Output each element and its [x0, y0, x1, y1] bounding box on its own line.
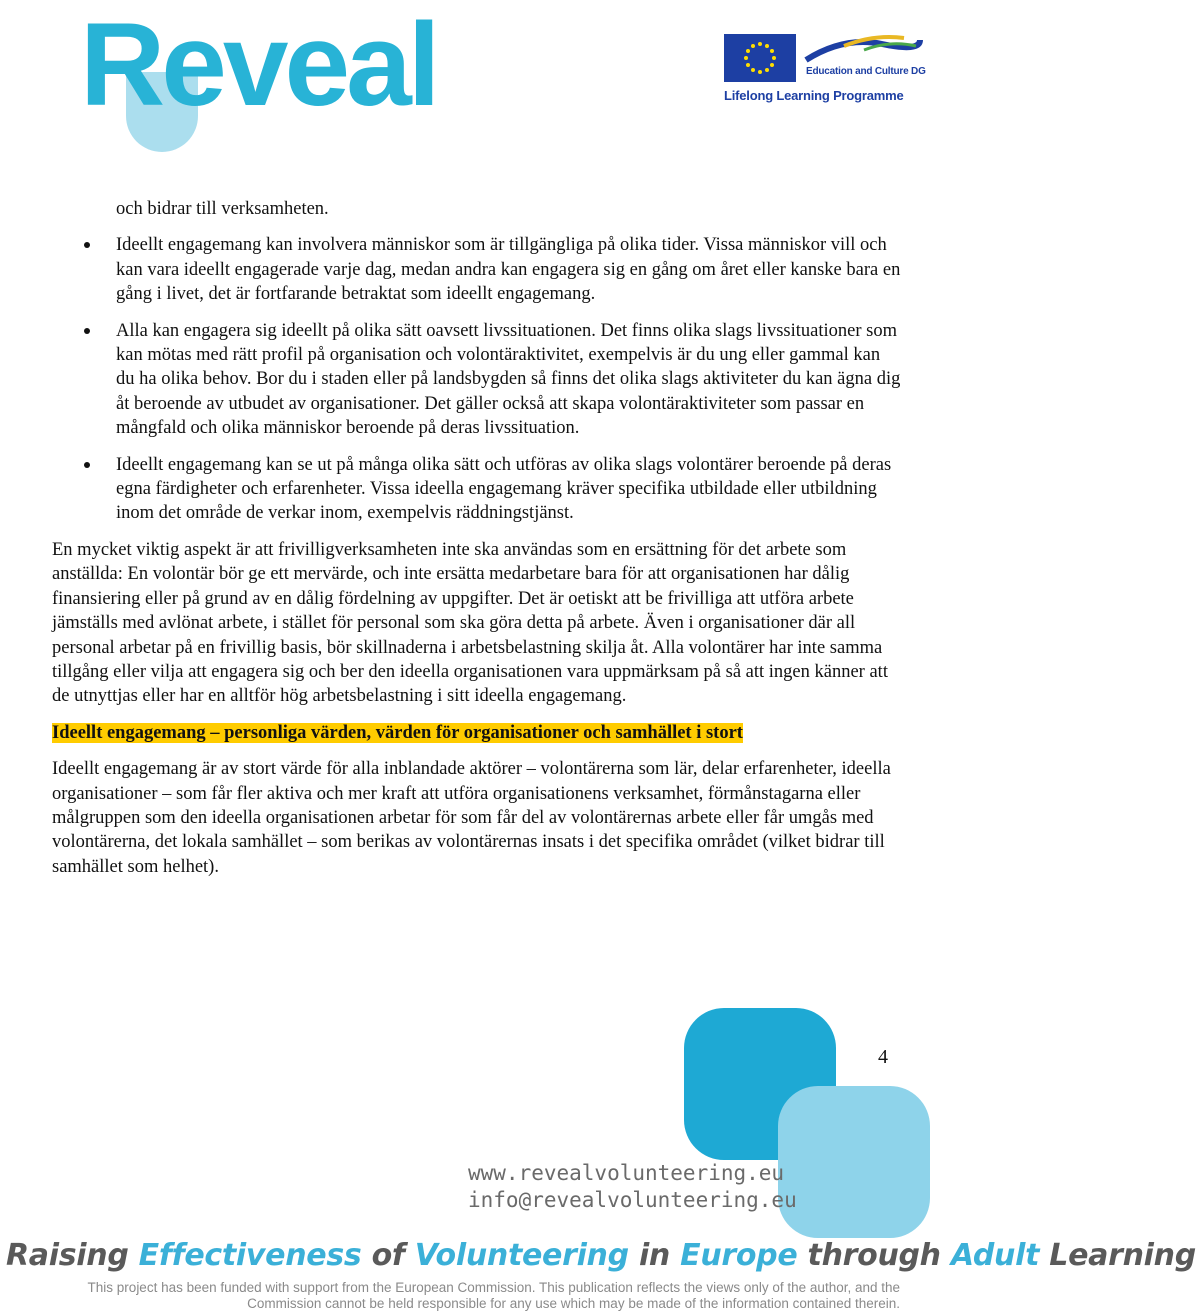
funding-disclaimer	[50, 1280, 900, 1312]
slogan-word: Raising	[6, 1238, 139, 1273]
logo-text: Reveal	[80, 0, 437, 131]
paragraph: En mycket viktig aspekt är att frivilligverksamheten inte ska användas som en ersättning för det arbete som anställda: En volontär bör ge ett mervärde, och inte ersätta medarbetare bara för att organisationen har dålig finansiering eller på grund av en dålig fördelning av uppgifter. Det är oetiskt att be frivilliga att utföra arbete jämställs med avlönat arbete, i stället för personal som ska göra detta på arbete. Även i organisationer där all personal arbetar på en frivillig basis, bör skillnaderna i arbetsbelastning skilja åt. Alla volontärer har inte samma tillgång eller vilja att engagera sig och ber den ideella organisationen vara uppmärksam på så att ingen känner att de utnyttjas eller har en alltför hög arbetsbelastning i sitt ideella engagemang.	[52, 539, 888, 707]
list-item	[52, 319, 902, 441]
bullet-icon	[84, 328, 90, 334]
disclaimer-line: This project has been funded with support from the European Commission. This publication reflects the views only of the author, and the	[87, 1280, 900, 1295]
email-link[interactable]: info@revealvolunteering.eu	[468, 1188, 797, 1212]
section-heading	[52, 721, 902, 745]
bullet-icon	[84, 242, 90, 248]
slogan-word: of	[371, 1238, 415, 1273]
bullet-icon	[84, 462, 90, 468]
slogan-word: through	[807, 1238, 951, 1273]
eu-dg-label: Education and Culture DG	[806, 66, 926, 77]
slogan-word: Effectiveness	[138, 1238, 372, 1273]
slogan-word: Learning	[1049, 1238, 1196, 1273]
reveal-logo	[80, 0, 460, 151]
paragraph: Ideellt engagemang är av stort värde för alla inblandade aktörer – volontärerna som lär, delar erfarenheter, ideella organisationer – som får fler aktiva och mer kraft att utföra organisationens verksamhet, förmånstagarna eller målgruppen som den ideella organisationen arbetar för som får del av volontärernas arbete eller får umgås med volontärerna, det lokala samhället – som berikas av volontärernas insats i det specifika området (vilket bidrar till samhället som helhet).	[52, 759, 891, 877]
list-item	[52, 453, 902, 526]
page-number: 4	[878, 1046, 888, 1068]
list-item-text: Ideellt engagemang kan involvera människor som är tillgängliga på olika tider. Vissa människor vill och kan vara ideellt engagerade varje dag, medan andra kan engagera sig en gång om året eller kanske bara en gång i livet, det är fortfarande betraktat som ideellt engagemang.	[116, 235, 901, 305]
document-body	[52, 197, 902, 891]
list-item-text: Alla kan engagera sig ideellt på olika sätt oavsett livssituationen. Det finns olika slags livssituationer som kan mötas med rätt profil på organisation och volontäraktivitet, exempelvis är du ung eller gammal kan du ha olika behov. Bor du i staden eller på landsbygden så finns det olika slags aktiviteter du kan ägna dig åt beroende av utbudet av organisationer. Det gäller också att skapa volontäraktiviteter som passar en mångfald och olika människor beroende på deras livssituation.	[116, 320, 901, 439]
education-culture-swoosh-icon	[804, 30, 922, 70]
bullet-list	[52, 233, 902, 525]
slogan-word: in	[638, 1238, 681, 1273]
disclaimer-line: Commission cannot be held responsible for any use which may be made of the information contained therein.	[247, 1296, 900, 1311]
project-slogan	[6, 1238, 1196, 1273]
decorative-square-light	[778, 1086, 930, 1238]
highlighted-heading-text: Ideellt engagemang – personliga värden, värden för organisationer och samhället i stort	[52, 722, 743, 743]
list-item-text: Ideellt engagemang kan se ut på många olika sätt och utföras av olika slags volontärer beroende på deras egna färdigheter och erfarenheter. Vissa ideella engagemang kräver specifika utbildade eller utbildning inom det område de verkar inom, exempelvis räddningstjänst.	[116, 454, 892, 524]
eu-programme-label: Lifelong Learning Programme	[724, 88, 904, 103]
website-link[interactable]: www.revealvolunteering.eu	[468, 1161, 785, 1185]
slogan-word: Volunteering	[414, 1238, 639, 1273]
slogan-word: Adult	[950, 1238, 1050, 1273]
eu-flag-icon	[724, 34, 796, 82]
slogan-word: Europe	[680, 1238, 808, 1273]
continuation-text: och bidrar till verksamheten.	[116, 199, 329, 219]
list-item	[52, 233, 902, 306]
contact-block	[468, 1160, 797, 1214]
